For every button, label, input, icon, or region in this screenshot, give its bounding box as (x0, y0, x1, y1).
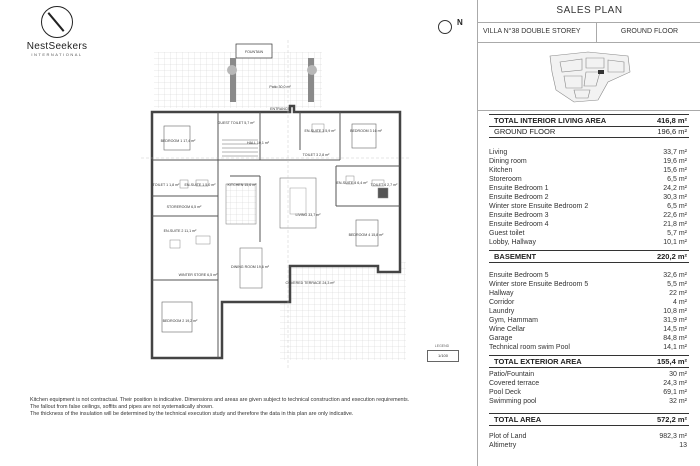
area-row-label: Winter store Ensuite Bedroom 2 (489, 203, 589, 210)
area-row-label: Ensuite Bedroom 4 (489, 221, 549, 228)
area-row-label: Swimming pool (489, 398, 537, 405)
disclaimer-text (30, 397, 470, 418)
area-schedule-panel (477, 0, 700, 466)
plan-label-entrance: ENTRANCE (270, 107, 290, 111)
area-row (489, 334, 689, 343)
basement-header (489, 250, 689, 263)
plan-label-ensuite-3: EN-SUITE 3 5,9 m² (304, 129, 336, 133)
area-row (489, 379, 689, 388)
area-row-value: 21,8 m² (663, 221, 687, 228)
plan-label-bedroom-3: BEDROOM 3 16 m² (350, 129, 382, 133)
floor-name: GROUND FLOOR (596, 22, 700, 42)
area-row-label: Living (489, 149, 508, 156)
basement-label: BASEMENT (494, 252, 537, 261)
area-row (489, 238, 689, 247)
plan-label-bedroom-2: BEDROOM 2 19,2 m² (162, 319, 198, 323)
area-row-value: 10,1 m² (663, 239, 687, 246)
plan-label-bedroom-4: BEDROOM 4 15,8 m² (348, 233, 384, 237)
area-row-label: Lobby, Hallway (489, 239, 536, 246)
area-row-value: 22,6 m² (663, 212, 687, 219)
area-row-label: Plot of Land (489, 433, 527, 440)
area-row-value: 19,6 m² (663, 158, 687, 165)
plan-label-storeroom: STOREROOM 6,5 m² (166, 205, 202, 209)
total-exterior-header (489, 355, 689, 368)
area-row-value: 30 m² (669, 371, 687, 378)
ground-floor-header (489, 126, 689, 138)
area-row-label: Patio/Fountain (489, 371, 535, 378)
area-row-label: Storeroom (489, 176, 522, 183)
area-row-label: Hallway (489, 290, 514, 297)
panel-title: SALES PLAN (478, 0, 700, 23)
area-row-label: Covered terrace (489, 380, 540, 387)
area-row-label: Winter store Ensuite Bedroom 5 (489, 281, 589, 288)
total-interior-label: TOTAL INTERIOR LIVING AREA (494, 116, 607, 125)
area-row (489, 397, 689, 406)
area-row (489, 289, 689, 298)
plan-label-winter-store: WINTER STORE 6,5 m² (178, 273, 218, 277)
area-row-label: Corridor (489, 299, 515, 306)
area-row-value: 24,3 m² (663, 380, 687, 387)
total-area-label: TOTAL AREA (494, 415, 542, 424)
area-row-label: Ensuite Bedroom 1 (489, 185, 549, 192)
site-keymap-drawing (478, 42, 700, 111)
area-row-label: Ensuite Bedroom 3 (489, 212, 549, 219)
total-interior-value: 416,8 m² (656, 116, 687, 125)
area-row (489, 157, 689, 166)
area-row-value: 5,7 m² (667, 230, 687, 237)
total-area-header (489, 413, 689, 426)
area-row (489, 271, 689, 280)
brand-tagline: INTERNATIONAL (31, 52, 83, 57)
area-row-value: 24,2 m² (663, 185, 687, 192)
area-row (489, 441, 689, 450)
area-row-label: Laundry (489, 308, 515, 315)
area-row-value: 15,6 m² (663, 167, 687, 174)
area-row-value: 6,5 m² (667, 176, 687, 183)
plan-label-dining: DINING ROOM 19,6 m² (231, 265, 269, 269)
area-row (489, 175, 689, 184)
area-row (489, 325, 689, 334)
area-row-label: Kitchen (489, 167, 513, 174)
area-row-label: Pool Deck (489, 389, 521, 396)
area-row-value: 33,7 m² (663, 149, 687, 156)
area-row-label: Dining room (489, 158, 527, 165)
area-row-value: 982,3 m² (659, 433, 687, 440)
plan-label-bedroom-1: BEDROOM 1 17,4 m² (160, 139, 196, 143)
area-row (489, 343, 689, 352)
plan-label-ensuite-4: EN-SUITE 4 6,4 m² (336, 181, 368, 185)
disclaimer-line-2: The fallout from false ceilings, soffits and pipes are not systematically shown. (30, 404, 214, 410)
floor-plan-drawing (140, 40, 430, 370)
area-row-label: Ensuite Bedroom 5 (489, 272, 549, 279)
basement-value: 220,2 m² (656, 252, 687, 261)
plan-label-living: LIVING 33,7 m² (295, 213, 321, 217)
plan-label-ensuite-2: EN-SUITE 2 11,1 m² (163, 229, 197, 233)
area-row-value: 4 m² (673, 299, 687, 306)
area-row (489, 184, 689, 193)
area-row-value: 32,6 m² (663, 272, 687, 279)
area-row-label: Gym, Hammam (489, 317, 538, 324)
total-exterior-label: TOTAL EXTERIOR AREA (494, 357, 582, 366)
area-row-value: 5,5 m² (667, 281, 687, 288)
area-row (489, 298, 689, 307)
area-row (489, 202, 689, 211)
area-row (489, 148, 689, 157)
total-exterior-value: 155,4 m² (656, 357, 687, 366)
plan-label-toilet-1: TOILET 1 1,8 m² (152, 183, 180, 187)
ground-floor-label: GROUND FLOOR (494, 127, 556, 136)
plan-label-guest-toilet: GUEST TOILET 5,7 m² (217, 121, 255, 125)
area-row-label: Guest toilet (489, 230, 525, 237)
plan-label-kitchen: KITCHEN 15,6 m² (227, 183, 257, 187)
north-label: N (457, 18, 463, 27)
area-row (489, 388, 689, 397)
area-row (489, 211, 689, 220)
ground-floor-value: 196,6 m² (657, 127, 687, 136)
total-area-value: 572,2 m² (656, 415, 687, 424)
area-row-value: 32 m² (669, 398, 687, 405)
area-row (489, 166, 689, 175)
area-row-value: 84,8 m² (663, 335, 687, 342)
disclaimer-line-1: Kitchen equipment is not contractual. Their position is indicative. Dimensions and areas are given subject to technical construction and execution requirements. (30, 397, 410, 403)
area-row-label: Technical room swim Pool (489, 344, 570, 351)
plan-label-toilet-3: TOILET 3 2,8 m² (302, 153, 330, 157)
north-arrow-icon (438, 20, 452, 34)
plan-label-covered-terrace: COVERED TERRACE 24,3 m² (285, 281, 335, 285)
logo-mark-icon (41, 6, 73, 38)
plan-label-fountain: FOUNTAIN (244, 50, 264, 54)
disclaimer-line-3: The thickness of the insulation will be determined by the technical execution study and therefore the data in this plan are only indicative. (30, 411, 354, 417)
area-row-value: 13 (679, 442, 687, 449)
plan-label-hall: HALL 10,1 m² (246, 141, 270, 145)
brand-name: NestSeekers (26, 41, 88, 52)
plan-label-ensuite-1: EN-SUITE 1 5,0 m² (184, 183, 216, 187)
area-row-value: 14,1 m² (663, 344, 687, 351)
area-row-value: 31,9 m² (663, 317, 687, 324)
area-row-value: 6,5 m² (667, 203, 687, 210)
brand-logo (22, 6, 92, 57)
area-row-value: 14,5 m² (663, 326, 687, 333)
area-row (489, 280, 689, 289)
area-row (489, 370, 689, 379)
scale-legend-label: LEGEND (434, 344, 450, 348)
area-row (489, 432, 689, 441)
villa-name: VILLA N°38 DOUBLE STOREY (483, 28, 581, 35)
area-row-value: 22 m² (669, 290, 687, 297)
area-row-label: Ensuite Bedroom 2 (489, 194, 549, 201)
area-row-label: Altimetry (489, 442, 517, 449)
area-row-label: Wine Cellar (489, 326, 526, 333)
area-row-value: 10,8 m² (663, 308, 687, 315)
scale-value: 1/100 (427, 350, 459, 362)
plan-label-patio: Patio 30,0 m² (269, 85, 291, 89)
area-row-value: 69,1 m² (663, 389, 687, 396)
area-row (489, 307, 689, 316)
plan-label-toilet-4: TOILET 4 2,7 m² (370, 183, 398, 187)
area-row (489, 193, 689, 202)
area-row (489, 220, 689, 229)
area-row-value: 30,3 m² (663, 194, 687, 201)
area-row (489, 229, 689, 238)
area-row-label: Garage (489, 335, 513, 342)
panel-subheader (478, 22, 700, 43)
area-row (489, 316, 689, 325)
